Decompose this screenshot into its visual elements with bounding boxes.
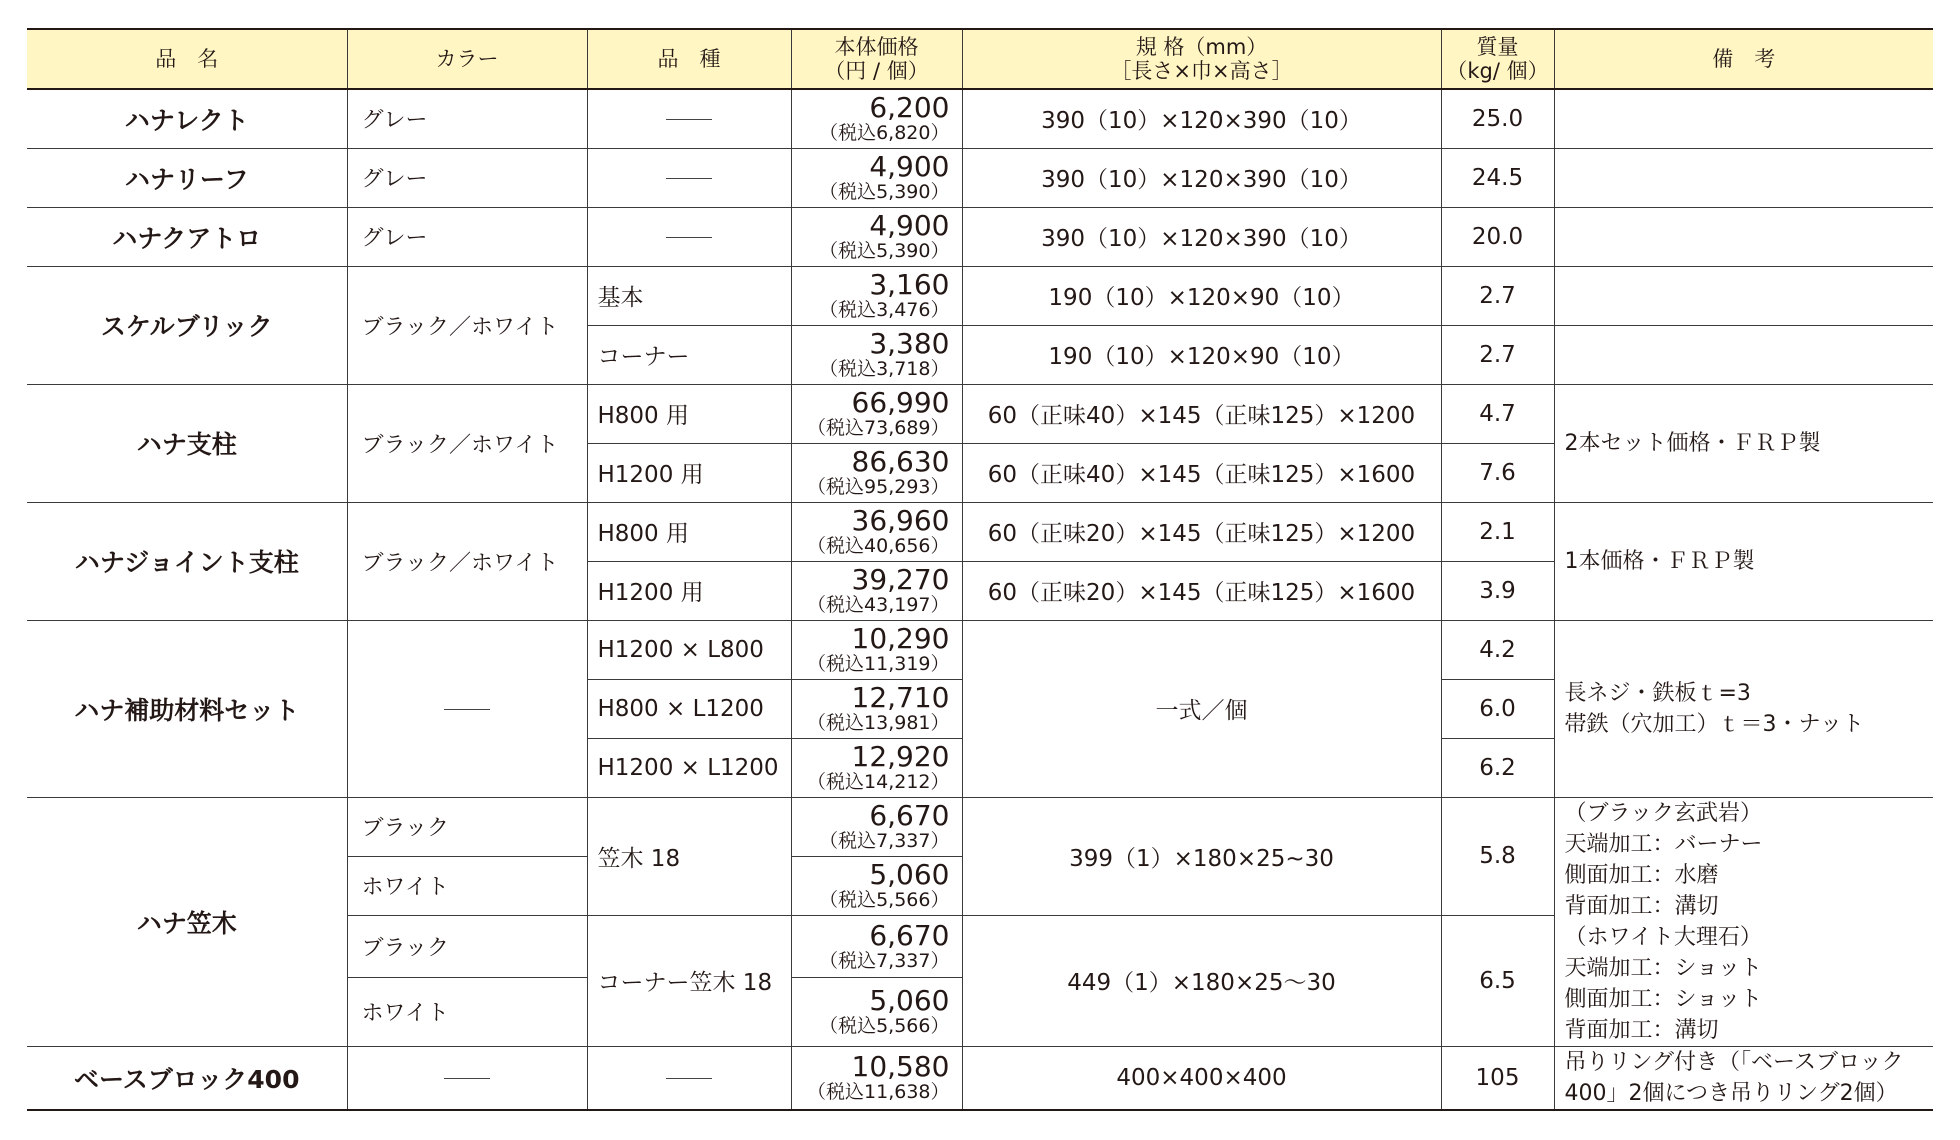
weight-cell: 6.5: [1441, 915, 1554, 1046]
size-cell: 390（10）×120×390（10）: [962, 148, 1441, 207]
size-cell: 一式／個: [962, 620, 1441, 797]
price-value: 6,670: [869, 918, 950, 952]
remarks-line: （ブラック玄武岩）: [1564, 800, 1763, 826]
remarks-line: 側面加工：水磨: [1564, 862, 1719, 888]
variety-cell: H1200 用: [587, 443, 791, 502]
empty-dash: [444, 1078, 490, 1079]
price-tax: （税込14,212）: [807, 771, 950, 793]
price-tax: （税込3,718）: [819, 358, 950, 380]
price-cell: [791, 89, 962, 148]
weight-cell: 20.0: [1441, 207, 1554, 266]
remarks-line: 背面加工：溝切: [1564, 1017, 1719, 1043]
product-name: ハナ笠木: [27, 797, 347, 1046]
empty-dash: [666, 178, 712, 179]
price-value: 66,990: [851, 386, 950, 419]
product-color: ブラック／ホワイト: [347, 266, 587, 384]
remarks-cell: 1本価格・ＦＲＰ製: [1554, 502, 1933, 620]
header-variety: 品 種: [587, 29, 791, 89]
price-value: 3,380: [869, 327, 950, 360]
remarks-line: 400」2個につき吊りリング2個）: [1564, 1080, 1898, 1106]
remarks-cell: [1554, 1046, 1933, 1110]
table-row: [27, 1046, 1933, 1110]
price-tax: （税込11,638）: [807, 1081, 950, 1103]
price-tax: （税込13,981）: [807, 712, 950, 734]
size-cell: 60（正味20）×145（正味125）×1200: [962, 502, 1441, 561]
price-value: 12,920: [851, 740, 950, 773]
product-name: スケルブリック: [27, 266, 347, 384]
remarks-cell: [1554, 797, 1933, 1046]
price-tax: （税込3,476）: [819, 299, 950, 321]
variety-cell: H800 × L1200: [587, 679, 791, 738]
price-value: 86,630: [851, 445, 950, 478]
price-cell: [791, 915, 962, 977]
price-cell: [791, 325, 962, 384]
price-value: 5,060: [869, 984, 950, 1017]
remarks-line: 天端加工：バーナー: [1564, 831, 1763, 857]
remarks-line: 天端加工：ショット: [1564, 955, 1763, 981]
table-row: [27, 89, 1933, 148]
remarks-cell: [1554, 266, 1933, 325]
price-value: 10,580: [851, 1050, 950, 1083]
size-cell: 190（10）×120×90（10）: [962, 266, 1441, 325]
price-tax: （税込5,566）: [819, 889, 950, 911]
price-cell: [791, 620, 962, 679]
variety-cell: [587, 207, 791, 266]
price-tax: （税込7,337）: [819, 830, 950, 852]
price-value: 36,960: [851, 504, 950, 537]
product-color: ブラック／ホワイト: [347, 502, 587, 620]
table-row: [27, 207, 1933, 266]
weight-cell: 3.9: [1441, 561, 1554, 620]
price-value: 4,900: [869, 209, 950, 242]
product-color: ブラック: [347, 915, 587, 977]
product-color: グレー: [347, 207, 587, 266]
size-cell: 390（10）×120×390（10）: [962, 207, 1441, 266]
weight-cell: 25.0: [1441, 89, 1554, 148]
header-size-line2: ［長さ×巾×高さ］: [1110, 59, 1293, 83]
weight-cell: 4.7: [1441, 384, 1554, 443]
remarks-cell: [1554, 325, 1933, 384]
table-row: [27, 148, 1933, 207]
price-cell: [791, 148, 962, 207]
price-cell: [791, 679, 962, 738]
price-tax: （税込43,197）: [807, 594, 950, 616]
variety-cell: H1200 × L1200: [587, 738, 791, 797]
price-tax: （税込5,390）: [819, 240, 950, 262]
header-price-line1: 本体価格: [834, 35, 919, 59]
size-cell: 190（10）×120×90（10）: [962, 325, 1441, 384]
empty-dash: [666, 119, 712, 120]
table-row: [27, 620, 1933, 679]
product-name: ハナ補助材料セット: [27, 620, 347, 797]
header-size: [962, 29, 1441, 89]
size-cell: 449（1）×180×25～30: [962, 915, 1441, 1046]
price-value: 5,060: [869, 858, 950, 891]
price-cell: [791, 502, 962, 561]
header-row: [27, 29, 1933, 89]
product-name: ハナレクト: [27, 89, 347, 148]
product-name: ハナ支柱: [27, 384, 347, 502]
weight-cell: 2.7: [1441, 325, 1554, 384]
empty-dash: [444, 709, 490, 710]
price-value: 39,270: [851, 563, 950, 596]
price-cell: [791, 738, 962, 797]
variety-cell: H800 用: [587, 502, 791, 561]
size-cell: 390（10）×120×390（10）: [962, 89, 1441, 148]
remarks-cell: [1554, 620, 1933, 797]
price-value: 6,670: [869, 799, 950, 832]
product-name: ベースブロック400: [27, 1046, 347, 1110]
product-color: グレー: [347, 148, 587, 207]
price-value: 4,900: [869, 150, 950, 183]
product-color: [347, 1046, 587, 1110]
price-tax: （税込95,293）: [807, 476, 950, 498]
product-color: ホワイト: [347, 856, 587, 915]
remarks-line: （ホワイト大理石）: [1564, 924, 1762, 950]
table-row: [27, 797, 1933, 856]
variety-cell: [587, 148, 791, 207]
variety-cell: コーナー笠木 18: [587, 915, 791, 1046]
remarks-cell: [1554, 148, 1933, 207]
remarks-line: 吊りリング付き（「ベースブロック: [1564, 1049, 1904, 1075]
price-value: 10,290: [851, 622, 950, 655]
price-tax: （税込5,390）: [819, 181, 950, 203]
variety-cell: [587, 1046, 791, 1110]
price-tax: （税込6,820）: [819, 122, 950, 145]
price-tax: （税込7,337）: [819, 949, 950, 972]
weight-cell: 6.2: [1441, 738, 1554, 797]
price-value: 3,160: [869, 268, 950, 301]
product-name: ハナジョイント支柱: [27, 502, 347, 620]
price-tax: （税込11,319）: [807, 653, 950, 675]
header-price: [791, 29, 962, 89]
price-tax: （税込5,566）: [819, 1015, 950, 1037]
price-cell: [791, 384, 962, 443]
product-color: グレー: [347, 89, 587, 148]
weight-cell: 6.0: [1441, 679, 1554, 738]
product-name: ハナリーフ: [27, 148, 347, 207]
price-cell: [791, 977, 962, 1046]
price-value: 12,710: [851, 681, 950, 714]
product-name: ハナクアトロ: [27, 207, 347, 266]
price-value: 6,200: [869, 91, 950, 125]
price-tax: （税込73,689）: [807, 417, 950, 439]
product-color: ブラック／ホワイト: [347, 384, 587, 502]
remarks-line: 背面加工：溝切: [1564, 893, 1719, 919]
variety-cell: 笠木 18: [587, 797, 791, 915]
header-weight-line1: 質量: [1476, 35, 1519, 59]
variety-cell: H800 用: [587, 384, 791, 443]
product-color: ホワイト: [347, 977, 587, 1046]
table-row: [27, 384, 1933, 443]
header-weight: [1441, 29, 1554, 89]
remarks-line: 長ネジ・鉄板ｔ=3: [1564, 680, 1751, 706]
header-price-line2: （円 / 個）: [824, 59, 929, 83]
price-cell: [791, 443, 962, 502]
header-name: 品 名: [27, 29, 347, 89]
price-cell: [791, 856, 962, 915]
header-color: カラー: [347, 29, 587, 89]
remarks-line: 側面加工：ショット: [1564, 986, 1763, 1012]
variety-cell: 基本: [587, 266, 791, 325]
weight-cell: 2.7: [1441, 266, 1554, 325]
size-cell: 60（正味40）×145（正味125）×1200: [962, 384, 1441, 443]
price-cell: [791, 207, 962, 266]
remarks-cell: [1554, 207, 1933, 266]
variety-cell: H1200 用: [587, 561, 791, 620]
table-row: [27, 502, 1933, 561]
header-weight-line2: （kg/ 個）: [1446, 59, 1549, 83]
variety-cell: コーナー: [587, 325, 791, 384]
weight-cell: 5.8: [1441, 797, 1554, 915]
price-cell: [791, 561, 962, 620]
product-color: ブラック: [347, 797, 587, 856]
empty-dash: [666, 237, 712, 238]
size-cell: 60（正味40）×145（正味125）×1600: [962, 443, 1441, 502]
remarks-cell: [1554, 89, 1933, 148]
price-cell: [791, 1046, 962, 1110]
size-cell: 399（1）×180×25~30: [962, 797, 1441, 915]
product-spec-table: [27, 28, 1933, 1111]
variety-cell: H1200 × L800: [587, 620, 791, 679]
product-color: [347, 620, 587, 797]
price-cell: [791, 266, 962, 325]
table-row: [27, 266, 1933, 325]
weight-cell: 7.6: [1441, 443, 1554, 502]
weight-cell: 4.2: [1441, 620, 1554, 679]
remarks-line: 帯鉄（穴加工）ｔ＝3・ナット: [1564, 711, 1865, 737]
price-tax: （税込40,656）: [807, 535, 950, 557]
size-cell: 60（正味20）×145（正味125）×1600: [962, 561, 1441, 620]
empty-dash: [666, 1078, 712, 1079]
variety-cell: [587, 89, 791, 148]
remarks-cell: 2本セット価格・ＦＲＰ製: [1554, 384, 1933, 502]
header-remarks: 備 考: [1554, 29, 1933, 89]
weight-cell: 24.5: [1441, 148, 1554, 207]
header-size-line1: 規 格（mm）: [1135, 35, 1268, 59]
size-cell: 400×400×400: [962, 1046, 1441, 1110]
price-cell: [791, 797, 962, 856]
weight-cell: 2.1: [1441, 502, 1554, 561]
weight-cell: 105: [1441, 1046, 1554, 1110]
